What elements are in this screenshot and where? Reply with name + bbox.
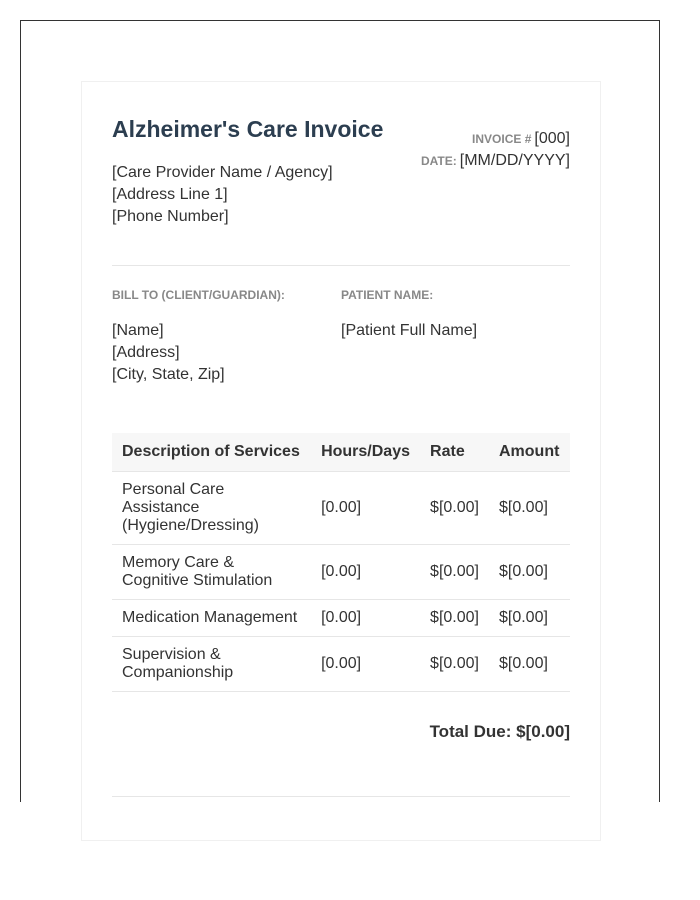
service-hours: [0.00]	[311, 472, 420, 545]
description-line: Assistance	[122, 499, 200, 516]
patient-name-label: PATIENT NAME:	[341, 288, 434, 302]
description-line: Companionship	[122, 664, 234, 681]
bill-to-address: [Address]	[112, 344, 180, 361]
invoice-number: [000]	[534, 130, 570, 147]
service-hours: [0.00]	[311, 545, 420, 600]
invoice-meta	[421, 128, 570, 172]
bill-to-info	[112, 320, 225, 386]
service-amount: $[0.00]	[489, 545, 570, 600]
divider-top	[112, 265, 570, 266]
service-hours: [0.00]	[311, 637, 420, 692]
service-amount: $[0.00]	[489, 472, 570, 545]
services-table	[112, 433, 570, 692]
header-amount: Amount	[489, 433, 570, 472]
service-amount: $[0.00]	[489, 600, 570, 637]
header-rate: Rate	[420, 433, 489, 472]
invoice-number-row	[421, 128, 570, 150]
invoice-number-label: INVOICE #	[472, 132, 532, 146]
service-description	[112, 472, 311, 545]
bill-to-name: [Name]	[112, 322, 164, 339]
service-rate: $[0.00]	[420, 600, 489, 637]
service-rate: $[0.00]	[420, 637, 489, 692]
service-amount: $[0.00]	[489, 637, 570, 692]
table-row	[112, 600, 570, 637]
provider-info	[112, 162, 333, 228]
description-line: Supervision &	[122, 646, 221, 663]
table-row	[112, 637, 570, 692]
description-line: Memory Care &	[122, 554, 235, 571]
table-header-row	[112, 433, 570, 472]
total-due: Total Due: $[0.00]	[429, 722, 570, 741]
service-hours: [0.00]	[311, 600, 420, 637]
provider-phone: [Phone Number]	[112, 208, 229, 225]
invoice-title: Alzheimer's Care Invoice	[112, 116, 384, 142]
invoice-date-label: DATE:	[420, 154, 457, 168]
description-line: (Hygiene/Dressing)	[122, 517, 259, 534]
header-hours: Hours/Days	[311, 433, 420, 472]
service-description	[112, 545, 311, 600]
table-row	[112, 472, 570, 545]
service-description	[112, 637, 311, 692]
table-row	[112, 545, 570, 600]
service-rate: $[0.00]	[420, 545, 489, 600]
description-line: Personal Care	[122, 481, 225, 498]
description-line: Medication Management	[122, 609, 298, 626]
patient-info	[341, 320, 477, 342]
provider-address: [Address Line 1]	[112, 186, 228, 203]
service-description	[112, 600, 311, 637]
invoice-date-row	[421, 150, 570, 172]
divider-bottom	[112, 796, 570, 797]
bill-to-label: BILL TO (CLIENT/GUARDIAN):	[112, 288, 285, 302]
invoice-date: [MM/DD/YYYY]	[459, 152, 570, 169]
patient-name: [Patient Full Name]	[341, 322, 478, 339]
description-line: Cognitive Stimulation	[122, 572, 273, 589]
header-description: Description of Services	[112, 433, 311, 472]
service-rate: $[0.00]	[420, 472, 489, 545]
bill-to-city: [City, State, Zip]	[112, 366, 225, 383]
provider-name: [Care Provider Name / Agency]	[112, 164, 333, 181]
